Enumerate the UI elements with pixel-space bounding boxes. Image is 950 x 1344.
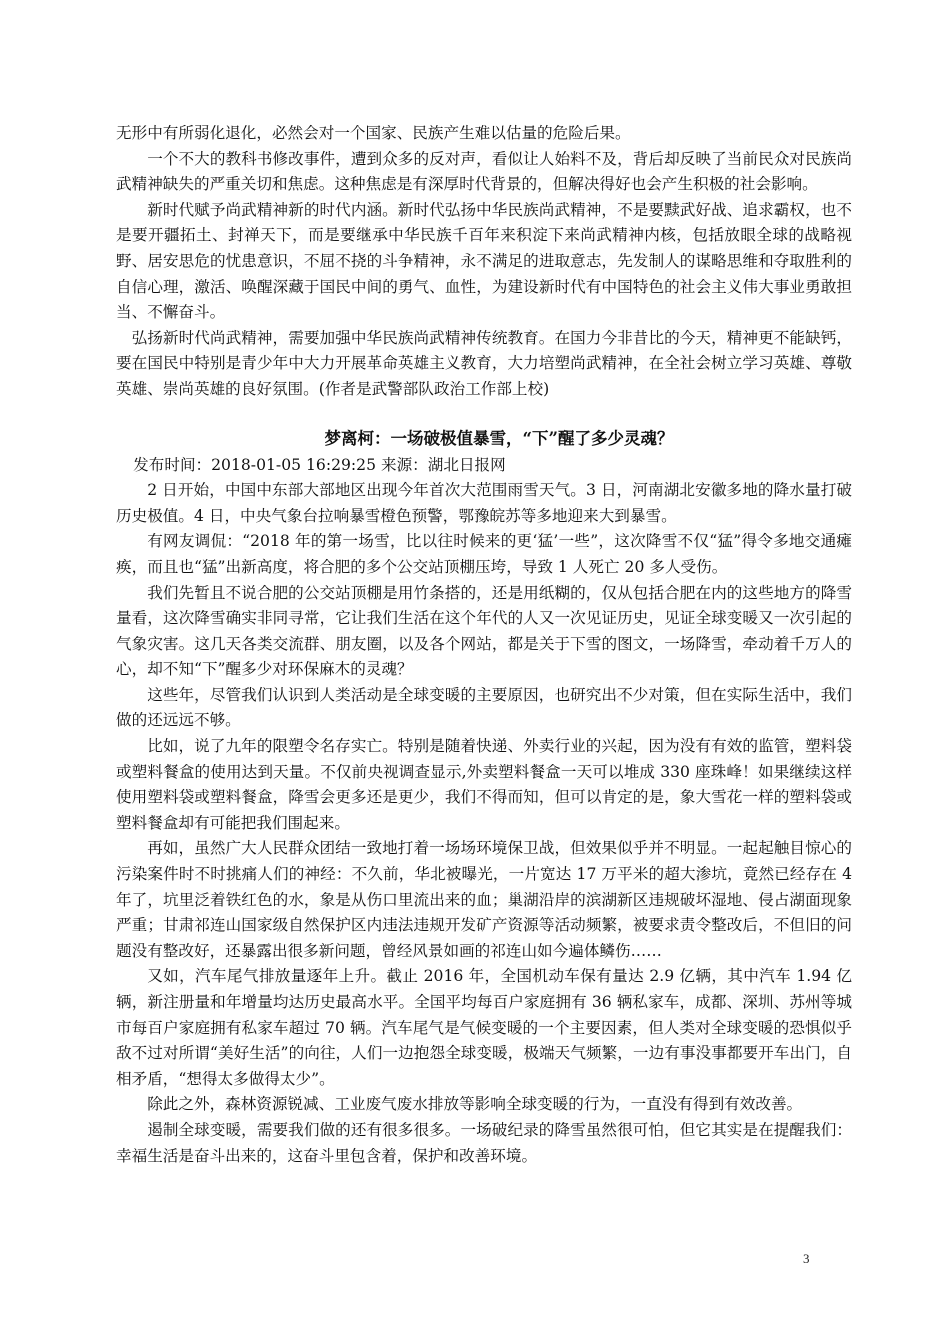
paragraph: 我们先暂且不说合肥的公交站顶棚是用竹条搭的，还是用纸糊的，仅从包括合肥在内的这些地方的降雪量看，这次降雪确实非同寻常，它让我们生活在这个年代的人又一次见证历史，见证全球变暖又一次引起的气象灾害。这几天各类交流群、朋友圈，以及各个网站，都是关于下雪的图文，一场降雪，牵动着千万人的心，却不知“下”醒多少对环保麻木的灵魂？ bbox=[116, 583, 852, 679]
paragraph: 除此之外，森林资源锐减、工业废气废水排放等影响全球变暖的行为，一直没有得到有效改善。 bbox=[147, 1095, 803, 1114]
paragraph: 再如，虽然广大人民群众团结一致地打着一场场环境保卫战，但效果似乎并不明显。一起起触目惊心的污染案件时不时挑痛人们的神经：不久前，华北被曝光，一片宽达 17 万平米的超大渗坑，竟然已经存在 4 年了，坑里泛着铁红色的水，象是从伤口里流出来的血；巢湖沿岸的滨湖新区违规破坏湿地、侵占湖面现象严重；甘肃祁连山国家级自然保护区内违法违规开发矿产资源等活动频繁，被要求责令整改后，不但旧的问题没有整改好，还暴露出很多新问题，曾经风景如画的祁连山如今遍体鳞伤…… bbox=[116, 839, 852, 960]
paragraph: 2 日开始，中国中东部大部地区出现今年首次大范围雨雪天气。3 日，河南湖北安徽多地的降水量打破历史极值。4 日，中央气象台拉响暴雪橙色预警，鄂豫皖苏等多地迎来大到暴雪。 bbox=[116, 481, 852, 525]
paragraph: 又如，汽车尾气排放量逐年上升。截止 2016 年，全国机动车保有量达 2.9 亿辆，其中汽车 1.94 亿辆，新注册量和年增量均达历史最高水平。全国平均每百户家庭拥有 36 辆私家车，成都、深圳、苏州等城市每百户家庭拥有私家车超过 70 辆。汽车尾气是气候变暖的一个主要因素，但人类对全球变暖的恐惧似乎敌不过对所谓“美好生活”的向往，人们一边抱怨全球变暖，极端天气频繁，一边有事没事都要开车出门，自相矛盾，“想得太多做得太少”。 bbox=[116, 967, 852, 1088]
paragraph: 比如，说了九年的限塑令名存实亡。特别是随着快递、外卖行业的兴起，因为没有有效的监管，塑料袋或塑料餐盒的使用达到天量。不仅前央视调查显示,外卖塑料餐盒一天可以堆成 330 座珠峰！如果继续这样使用塑料袋或塑料餐盒，降雪会更多还是更少，我们不得而知，但可以肯定的是，象大雪花一样的塑料袋或塑料餐盒却有可能把我们围起来。 bbox=[116, 737, 852, 832]
paragraph: 遏制全球变暖，需要我们做的还有很多很多。一场破纪录的降雪虽然很可怕，但它其实是在提醒我们：幸福生活是奋斗出来的，这奋斗里包含着，保护和改善环境。 bbox=[116, 1120, 852, 1165]
paragraph: 这些年，尽管我们认识到人类活动是全球变暖的主要原因，也研究出不少对策，但在实际生活中，我们做的还远远不够。 bbox=[116, 685, 852, 730]
paragraph: 弘扬新时代尚武精神，需要加强中华民族尚武精神传统教育。在国力今非昔比的今天，精神更不能缺钙，要在国民中特别是青少年中大力开展革命英雄主义教育，大力培塑尚武精神，在全社会树立学习英雄、尊敬英雄、崇尚英雄的良好氛围。(作者是武警部队政治工作部上校) bbox=[116, 328, 852, 398]
article-title: 梦离柯：一场破极值暴雪，“下”醒了多少灵魂？ bbox=[324, 428, 674, 448]
page-number: 3 bbox=[803, 1251, 810, 1266]
document-body bbox=[116, 121, 852, 1169]
paragraph: 新时代赋予尚武精神新的时代内涵。新时代弘扬中华民族尚武精神，不是要黩武好战、追求霸权，也不是要开疆拓土、封禅天下，而是要继承中华民族千百年来积淀下来尚武精神内核，包括放眼全球的战略视野、居安思危的忧患意识，不屈不挠的斗争精神，永不满足的进取意志，先发制人的谋略思维和夺取胜利的自信心理，激活、唤醒深藏于国民中间的勇气、血性，为建设新时代有中国特色的社会主义伟大事业勇敢担当、不懈奋斗。 bbox=[116, 200, 852, 322]
article-meta: 发布时间：2018-01-05 16:29:25 来源：湖北日报网 bbox=[133, 455, 506, 474]
paragraph: 无形中有所弱化退化，必然会对一个国家、民族产生难以估量的危险后果。 bbox=[116, 124, 631, 142]
paragraph: 有网友调侃：“2018 年的第一场雪，比以往时候来的更‘猛’一些”，这次降雪不仅“猛”得令多地交通瘫痪，而且也“猛”出新高度，将合肥的多个公交站顶棚压垮，导致 1 人死亡 20 多人受伤。 bbox=[116, 532, 852, 576]
paragraph: 一个不大的教科书修改事件，遭到众多的反对声，看似让人始料不及，背后却反映了当前民众对民族尚武精神缺失的严重关切和焦虑。这种焦虑是有深厚时代背景的，但解决得好也会产生积极的社会影响。 bbox=[116, 149, 852, 194]
